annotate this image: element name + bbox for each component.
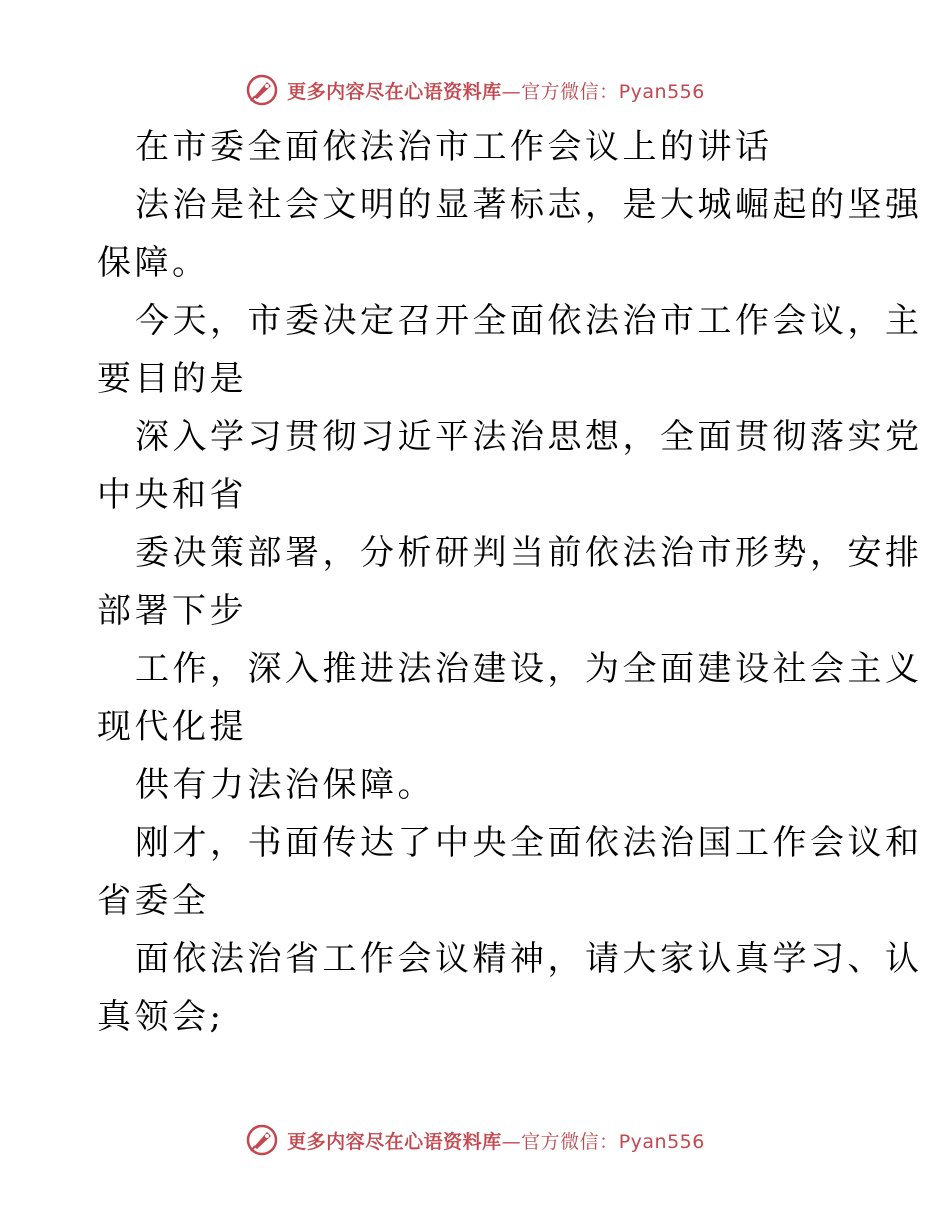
banner-wechat-label: 官方微信： — [521, 80, 619, 103]
paragraph-line: 供有力法治保障。 — [135, 765, 435, 805]
pen-nib-logo-icon — [245, 73, 279, 107]
banner-main-text: 更多内容尽在心语资料库 — [287, 80, 502, 103]
header-banner — [0, 70, 950, 110]
paragraph-line: 面依法治省工作会议精神，请大家认真学习、认 — [135, 939, 923, 979]
banner-text — [287, 77, 705, 104]
paragraph-line: 刚才，书面传达了中央全面依法治国工作会议和 — [135, 823, 923, 863]
banner-wechat-label: 官方微信： — [521, 1130, 619, 1153]
banner-main-text: 更多内容尽在心语资料库 — [287, 1130, 502, 1153]
paragraph-line: 要目的是 — [97, 359, 247, 399]
banner-wechat-id: Pyan556 — [618, 1130, 705, 1153]
paragraph-line: 法治是社会文明的显著标志，是大城崛起的坚强 — [135, 185, 923, 225]
document-title: 在市委全面依法治市工作会议上的讲话 — [135, 127, 773, 167]
document-body — [97, 118, 923, 1046]
paragraph-line: 今天，市委决定召开全面依法治市工作会议，主 — [135, 301, 923, 341]
paragraph-line: 工作，深入推进法治建设，为全面建设社会主义 — [135, 649, 923, 689]
banner-separator: — — [501, 80, 522, 103]
paragraph-line: 深入学习贯彻习近平法治思想，全面贯彻落实党 — [135, 417, 923, 457]
paragraph-line: 委决策部署，分析研判当前依法治市形势，安排 — [135, 533, 923, 573]
pen-nib-logo-icon — [245, 1123, 279, 1157]
footer-banner — [0, 1120, 950, 1160]
banner-text — [287, 1127, 705, 1154]
paragraph-line: 现代化提 — [97, 707, 247, 747]
paragraph-line: 真领会; — [97, 997, 225, 1037]
paragraph-line: 部署下步 — [97, 591, 247, 631]
banner-separator: — — [501, 1130, 522, 1153]
paragraph-line: 省委全 — [97, 881, 210, 921]
paragraph-line: 中央和省 — [97, 475, 247, 515]
paragraph-line: 保障。 — [97, 243, 210, 283]
banner-wechat-id: Pyan556 — [618, 80, 705, 103]
